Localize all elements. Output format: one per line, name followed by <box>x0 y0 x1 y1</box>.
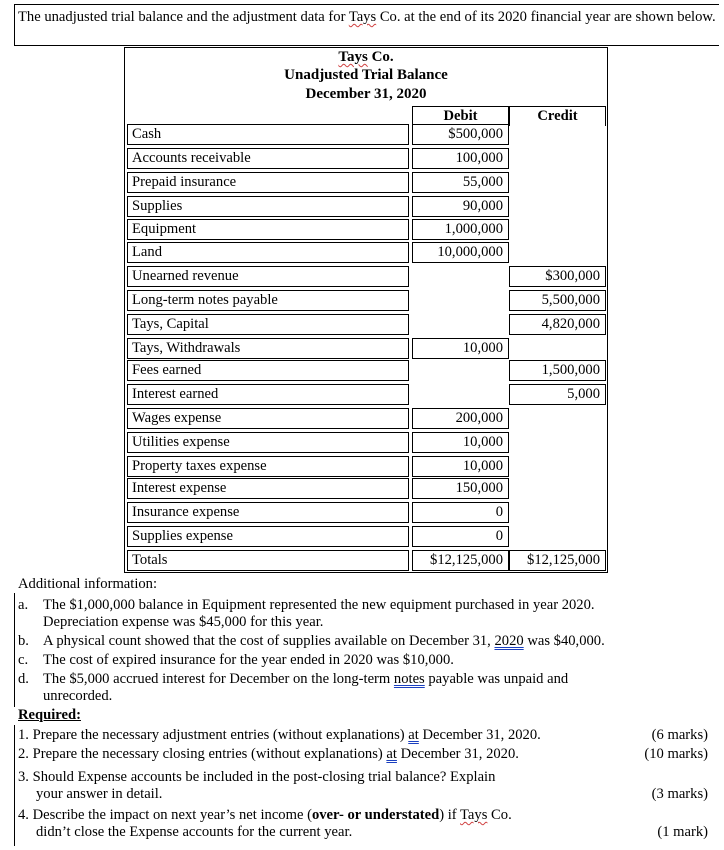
col-credit: Credit <box>509 106 606 126</box>
account-name: Interest earned <box>127 384 409 405</box>
account-name: Totals <box>127 550 409 571</box>
item-c-line: The cost of expired insurance for the year ended in 2020 was $10,000. <box>43 652 454 668</box>
account-name: Long-term notes payable <box>127 290 409 311</box>
debit-amount: 0 <box>412 502 509 523</box>
debit-amount: 150,000 <box>412 478 509 499</box>
debit-amount: 10,000 <box>412 432 509 453</box>
item-b-line: A physical count showed that the cost of supplies available on December 31, 2020 was $40,000. <box>43 633 605 649</box>
item-c-letter: c. <box>18 652 29 668</box>
debit-amount: 0 <box>412 526 509 547</box>
intro-company: Tays <box>348 9 377 25</box>
debit-amount: 100,000 <box>412 148 509 169</box>
account-name: Supplies <box>127 196 409 217</box>
account-name: Insurance expense <box>127 502 409 523</box>
question-3-line1: 3. Should Expense accounts be included in the post-closing trial balance? Explain <box>18 769 496 785</box>
item-a-line1: The $1,000,000 balance in Equipment represented the new equipment purchased in year 2020. <box>43 597 595 613</box>
debit-amount: $500,000 <box>412 124 509 145</box>
tb-company: Tays Co. <box>338 49 394 65</box>
account-name: Fees earned <box>127 360 409 381</box>
additional-title: Additional information: <box>18 576 158 592</box>
account-name: Accounts receivable <box>127 148 409 169</box>
account-name: Prepaid insurance <box>127 172 409 193</box>
account-name: Tays, Withdrawals <box>127 338 409 359</box>
question-4-marks: (1 mark) <box>657 824 708 840</box>
question-4-line2: didn’t close the Expense accounts for the current year. <box>36 824 353 840</box>
debit-amount: 55,000 <box>412 172 509 193</box>
account-name: Property taxes expense <box>127 456 409 477</box>
debit-amount: 10,000 <box>412 338 509 359</box>
credit-amount: 5,000 <box>509 384 606 405</box>
question-2-marks: (10 marks) <box>644 746 708 762</box>
question-3-line2: your answer in detail. <box>36 786 163 802</box>
debit-amount: 90,000 <box>412 196 509 217</box>
item-b-letter: b. <box>18 633 29 649</box>
question-3-marks: (3 marks) <box>651 786 708 802</box>
account-name: Wages expense <box>127 408 409 429</box>
intro-text: The unadjusted trial balance and the adjustment data for Tays Co. at the end of its 2020 financial year are shown below. <box>18 9 716 25</box>
item-d-line2: unrecorded. <box>43 688 113 704</box>
debit-amount: 1,000,000 <box>412 219 509 240</box>
tb-title: Unadjusted Trial Balance <box>284 67 448 83</box>
debit-amount: $12,125,000 <box>412 550 509 571</box>
question-4-line1: 4. Describe the impact on next year’s net income (over- or understated) if Tays Co. <box>18 807 512 823</box>
tb-date: December 31, 2020 <box>305 86 427 102</box>
debit-amount: 10,000 <box>412 456 509 477</box>
item-a-letter: a. <box>18 597 29 613</box>
credit-amount: $12,125,000 <box>509 550 606 571</box>
col-debit: Debit <box>412 106 509 126</box>
debit-amount: 10,000,000 <box>412 242 509 263</box>
credit-amount: 4,820,000 <box>509 314 606 335</box>
question-2: 2. Prepare the necessary closing entries (without explanations) at December 31, 2020. <box>18 746 519 762</box>
account-name: Interest expense <box>127 478 409 499</box>
required-title: Required: <box>18 707 81 723</box>
account-name: Unearned revenue <box>127 266 409 287</box>
account-name: Supplies expense <box>127 526 409 547</box>
account-name: Equipment <box>127 219 409 240</box>
account-name: Cash <box>127 124 409 145</box>
account-name: Land <box>127 242 409 263</box>
credit-amount: $300,000 <box>509 266 606 287</box>
item-d-letter: d. <box>18 671 29 687</box>
item-d-line1: The $5,000 accrued interest for December on the long-term notes payable was unpaid and <box>43 671 569 687</box>
item-a-line2: Depreciation expense was $45,000 for this year. <box>43 614 324 630</box>
credit-amount: 1,500,000 <box>509 360 606 381</box>
account-name: Tays, Capital <box>127 314 409 335</box>
credit-amount: 5,500,000 <box>509 290 606 311</box>
account-name: Utilities expense <box>127 432 409 453</box>
debit-amount: 200,000 <box>412 408 509 429</box>
question-1-marks: (6 marks) <box>651 727 708 743</box>
question-1: 1. Prepare the necessary adjustment entries (without explanations) at December 31, 2020. <box>18 727 541 743</box>
